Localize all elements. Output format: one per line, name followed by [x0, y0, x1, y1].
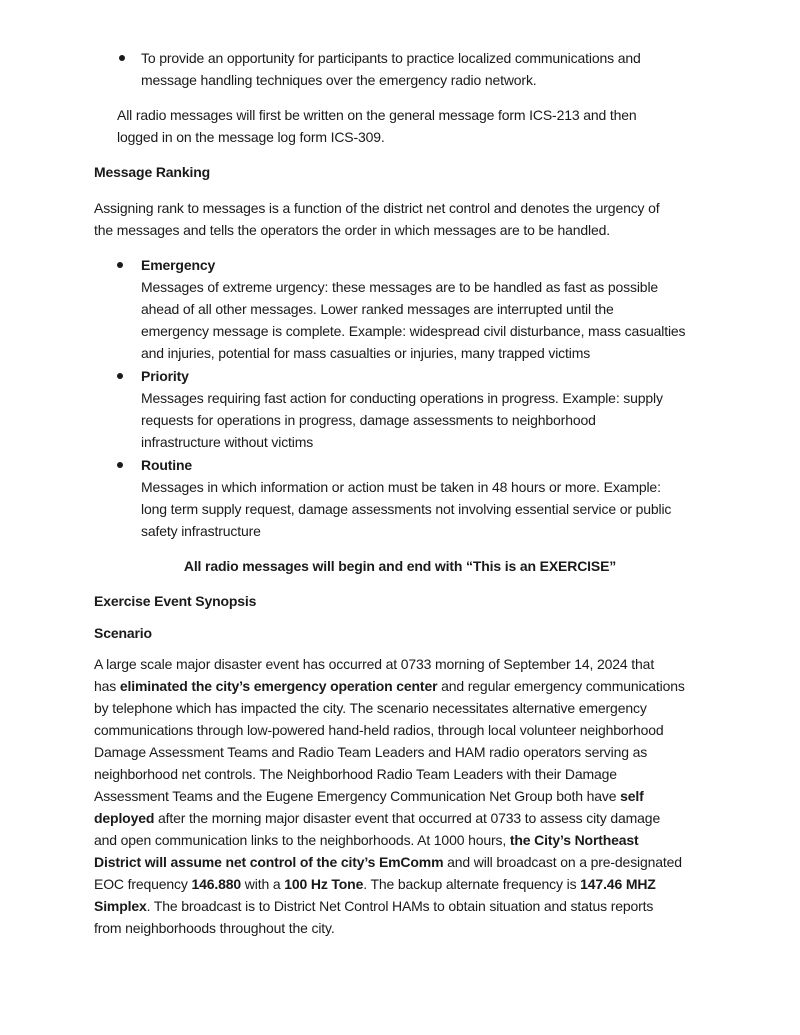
- bullet-icon: [117, 373, 123, 379]
- bullet-icon: [119, 55, 125, 61]
- body-text: neighborhood net controls. The Neighborhood Radio Team Leaders with their Damage: [94, 766, 617, 782]
- rank-description-line: emergency message is complete. Example: widespread civil disturbance, mass casualties: [141, 323, 686, 339]
- rank-description-line: safety infrastructure: [141, 523, 261, 539]
- emphasis-text: eliminated the city’s emergency operation center: [119, 678, 438, 694]
- rank-title-routine: Routine: [141, 457, 193, 473]
- exercise-notice: All radio messages will begin and end with “This is an EXERCISE”: [183, 558, 617, 574]
- section-heading-message-ranking: Message Ranking: [94, 164, 211, 180]
- emphasis-text: 100 Hz Tone: [284, 876, 364, 892]
- body-text: has: [94, 678, 120, 694]
- body-text: EOC frequency: [94, 876, 192, 892]
- scenario-line: [94, 653, 654, 675]
- emphasis-text: self: [620, 788, 644, 804]
- scenario-line: [94, 829, 639, 851]
- section-heading-scenario: Scenario: [94, 625, 152, 641]
- rank-description-line: long term supply request, damage assessments not involving essential service or public: [141, 501, 672, 517]
- rank-description-line: infrastructure without victims: [141, 434, 314, 450]
- scenario-line: [94, 785, 644, 807]
- body-text: . The broadcast is to District Net Control HAMs to obtain situation and status reports: [146, 898, 654, 914]
- emphasis-text: the City’s Northeast: [509, 832, 639, 848]
- body-text: with a: [241, 876, 285, 892]
- ranking-intro-line: the messages and tells the operators the order in which messages are to be handled.: [94, 222, 610, 238]
- emphasis-text: Simplex: [94, 898, 147, 914]
- body-text: . The backup alternate frequency is: [363, 876, 581, 892]
- rank-description-line: Messages requiring fast action for conducting operations in progress. Example: supply: [141, 390, 663, 406]
- scenario-line: [94, 763, 617, 785]
- body-text: from neighborhoods throughout the city.: [94, 920, 335, 936]
- forms-note-line: logged in on the message log form ICS-309.: [117, 129, 385, 145]
- scenario-line: [94, 697, 647, 719]
- emphasis-text: 146.880: [191, 876, 242, 892]
- intro-bullet-line: To provide an opportunity for participants to practice localized communications and: [141, 50, 641, 66]
- rank-description-line: ahead of all other messages. Lower ranked messages are interrupted until the: [141, 301, 614, 317]
- body-text: and open communication links to the neighborhoods. At 1000 hours,: [94, 832, 510, 848]
- emphasis-text: District will assume net control of the city’s EmComm: [94, 854, 444, 870]
- body-text: and will broadcast on a pre-designated: [443, 854, 682, 870]
- scenario-line: [94, 895, 653, 917]
- scenario-line: [94, 807, 660, 829]
- bullet-icon: [117, 462, 123, 468]
- body-text: after the morning major disaster event that occurred at 0733 to assess city damage: [154, 810, 661, 826]
- body-text: Damage Assessment Teams and Radio Team Leaders and HAM radio operators serving as: [94, 744, 648, 760]
- section-heading-exercise-synopsis: Exercise Event Synopsis: [94, 593, 257, 609]
- forms-note-line: All radio messages will first be written on the general message form ICS-213 and then: [117, 107, 637, 123]
- rank-description-line: Messages in which information or action must be taken in 48 hours or more. Example:: [141, 479, 661, 495]
- body-text: Assessment Teams and the Eugene Emergency Communication Net Group both have: [94, 788, 621, 804]
- emphasis-text: 147.46 MHZ: [580, 876, 656, 892]
- scenario-line: [94, 719, 664, 741]
- intro-bullet-line: message handling techniques over the emergency radio network.: [141, 72, 537, 88]
- body-text: by telephone which has impacted the city. The scenario necessitates alternative emergency: [94, 700, 647, 716]
- scenario-line: [94, 873, 656, 895]
- body-text: A large scale major disaster event has occurred at 0733 morning of September 14, 2024 that: [94, 656, 655, 672]
- rank-title-emergency: Emergency: [141, 257, 216, 273]
- rank-description-line: and injuries, potential for mass casualties or injuries, many trapped victims: [141, 345, 591, 361]
- ranking-intro-line: Assigning rank to messages is a function of the district net control and denotes the urgency of: [94, 200, 660, 216]
- body-text: and regular emergency communications: [437, 678, 685, 694]
- scenario-line: [94, 851, 682, 873]
- emphasis-text: deployed: [94, 810, 155, 826]
- rank-description-line: Messages of extreme urgency: these messages are to be handled as fast as possible: [141, 279, 659, 295]
- scenario-line: [94, 741, 647, 763]
- rank-description-line: requests for operations in progress, damage assessments to neighborhood: [141, 412, 596, 428]
- bullet-icon: [117, 262, 123, 268]
- rank-title-priority: Priority: [141, 368, 189, 384]
- scenario-line: [94, 917, 335, 939]
- scenario-line: [94, 675, 685, 697]
- body-text: communications through low-powered hand-held radios, through local volunteer neighborhood: [94, 722, 664, 738]
